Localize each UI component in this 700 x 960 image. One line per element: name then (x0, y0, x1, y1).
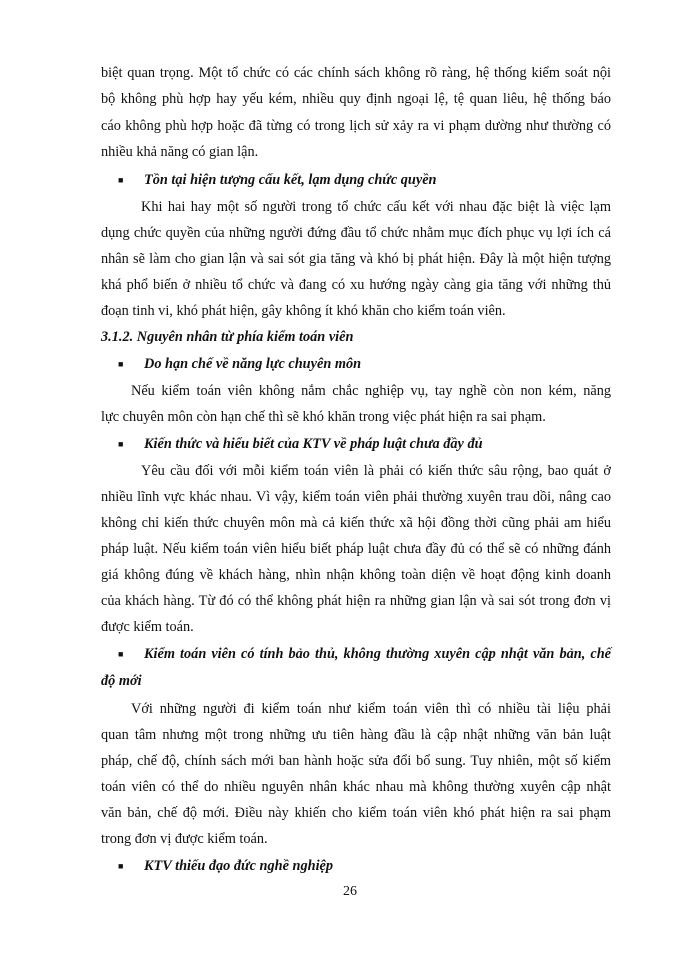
bullet-icon: ■ (118, 861, 124, 871)
page-number: 26 (343, 884, 357, 899)
paragraph-line: pháp luật. Nếu kiểm toán viên hiểu biết pháp luật chưa đầy đủ có thể sẽ có những đánh (101, 541, 611, 557)
paragraph-line: toán viên có thể do nhiều nguyên nhân khác nhau mà không thường xuyên cập nhật (101, 779, 611, 795)
bullet-heading (118, 645, 611, 663)
paragraph-line: của khách hàng. Từ đó có thể không phát hiện ra những gian lận và sai sót trong đơn vị (101, 593, 611, 609)
bullet-heading-text: Tồn tại hiện tượng cấu kết, lạm dụng chức quyền (144, 172, 437, 188)
bullet-icon: ■ (118, 649, 124, 659)
bullet-heading-text: Kiến thức và hiểu biết của KTV về pháp luật chưa đầy đủ (144, 436, 483, 452)
bullet-icon: ■ (118, 175, 124, 185)
paragraph-line: cáo không phù hợp hoặc đã từng có trong lịch sử xảy ra vi phạm dường như thường có (101, 118, 611, 134)
bullet-heading-text: Kiểm toán viên có tính bảo thủ, không thường xuyên cập nhật văn bản, chế (144, 646, 611, 662)
paragraph-line: Yêu cầu đối với mỗi kiểm toán viên là phải có kiến thức sâu rộng, bao quát ở (141, 463, 611, 479)
paragraph-line: trong đơn vị được kiểm toán. (101, 831, 268, 847)
bullet-heading-text: KTV thiếu đạo đức nghề nghiệp (144, 858, 334, 874)
paragraph-line: biệt quan trọng. Một tổ chức có các chính sách không rõ ràng, hệ thống kiểm soát nội (101, 65, 611, 81)
paragraph-line: văn bản, chế độ mới. Điều này khiến cho kiểm toán viên khó phát hiện ra sai phạm (101, 805, 611, 821)
paragraph-line: nhiều khả năng có gian lận. (101, 144, 259, 160)
paragraph-line: Khi hai hay một số người trong tổ chức cấu kết với nhau đặc biệt là việc lạm (141, 199, 611, 215)
bullet-heading (118, 171, 437, 189)
paragraph-line: được kiểm toán. (101, 619, 194, 635)
paragraph-line: pháp, chế độ, chính sách mới ban hành hoặc sửa đổi bổ sung. Tuy nhiên, một số kiểm (101, 753, 611, 769)
paragraph-line: nhiều lĩnh vực khác nhau. Vì vậy, kiểm toán viên phải thường xuyên trau dồi, nâng cao (101, 489, 611, 505)
paragraph-line: nhân sẽ làm cho gian lận và sai sót gia tăng và khó bị phát hiện. Đây là một hiện tượng (101, 251, 611, 267)
paragraph-line: không chỉ kiến thức chuyên môn mà cả kiến thức xã hội đồng thời cũng phải am hiểu (101, 515, 611, 531)
paragraph-line: lực chuyên môn còn hạn chế thì sẽ khó khăn trong việc phát hiện ra sai phạm. (101, 409, 546, 425)
bullet-icon: ■ (118, 359, 124, 369)
bullet-heading (118, 355, 362, 373)
bullet-heading-text: Do hạn chế về năng lực chuyên môn (144, 356, 362, 372)
section-heading: 3.1.2. Nguyên nhân từ phía kiểm toán viên (101, 329, 354, 345)
paragraph-line: giá không đúng về khách hàng, nhìn nhận không toàn diện về hoạt động kinh doanh (101, 567, 611, 583)
bullet-heading (118, 435, 483, 453)
paragraph-line: khá phổ biến ở nhiều tổ chức và đang có xu hướng ngày càng gia tăng với những thủ (101, 277, 611, 293)
bullet-heading-continuation: độ mới (101, 673, 142, 689)
paragraph-line: Với những người đi kiểm toán như kiểm toán viên thì có nhiều tài liệu phải (131, 701, 611, 717)
bullet-heading (118, 857, 334, 875)
paragraph-line: quan tâm nhưng một trong những ưu tiên hàng đầu là cập nhật những văn bản luật (101, 727, 611, 743)
bullet-icon: ■ (118, 439, 124, 449)
paragraph-line: dụng chức quyền của những người đứng đầu tổ chức nhằm mục đích phục vụ lợi ích cá (101, 225, 611, 241)
paragraph-line: Nếu kiểm toán viên không nắm chắc nghiệp vụ, tay nghề còn non kém, năng (131, 383, 611, 399)
paragraph-line: đoạn tinh vi, khó phát hiện, gây không ít khó khăn cho kiểm toán viên. (101, 303, 506, 319)
paragraph-line: bộ không phù hợp hay yếu kém, nhiều quy định ngoại lệ, tệ quan liêu, hệ thống báo (101, 91, 611, 107)
